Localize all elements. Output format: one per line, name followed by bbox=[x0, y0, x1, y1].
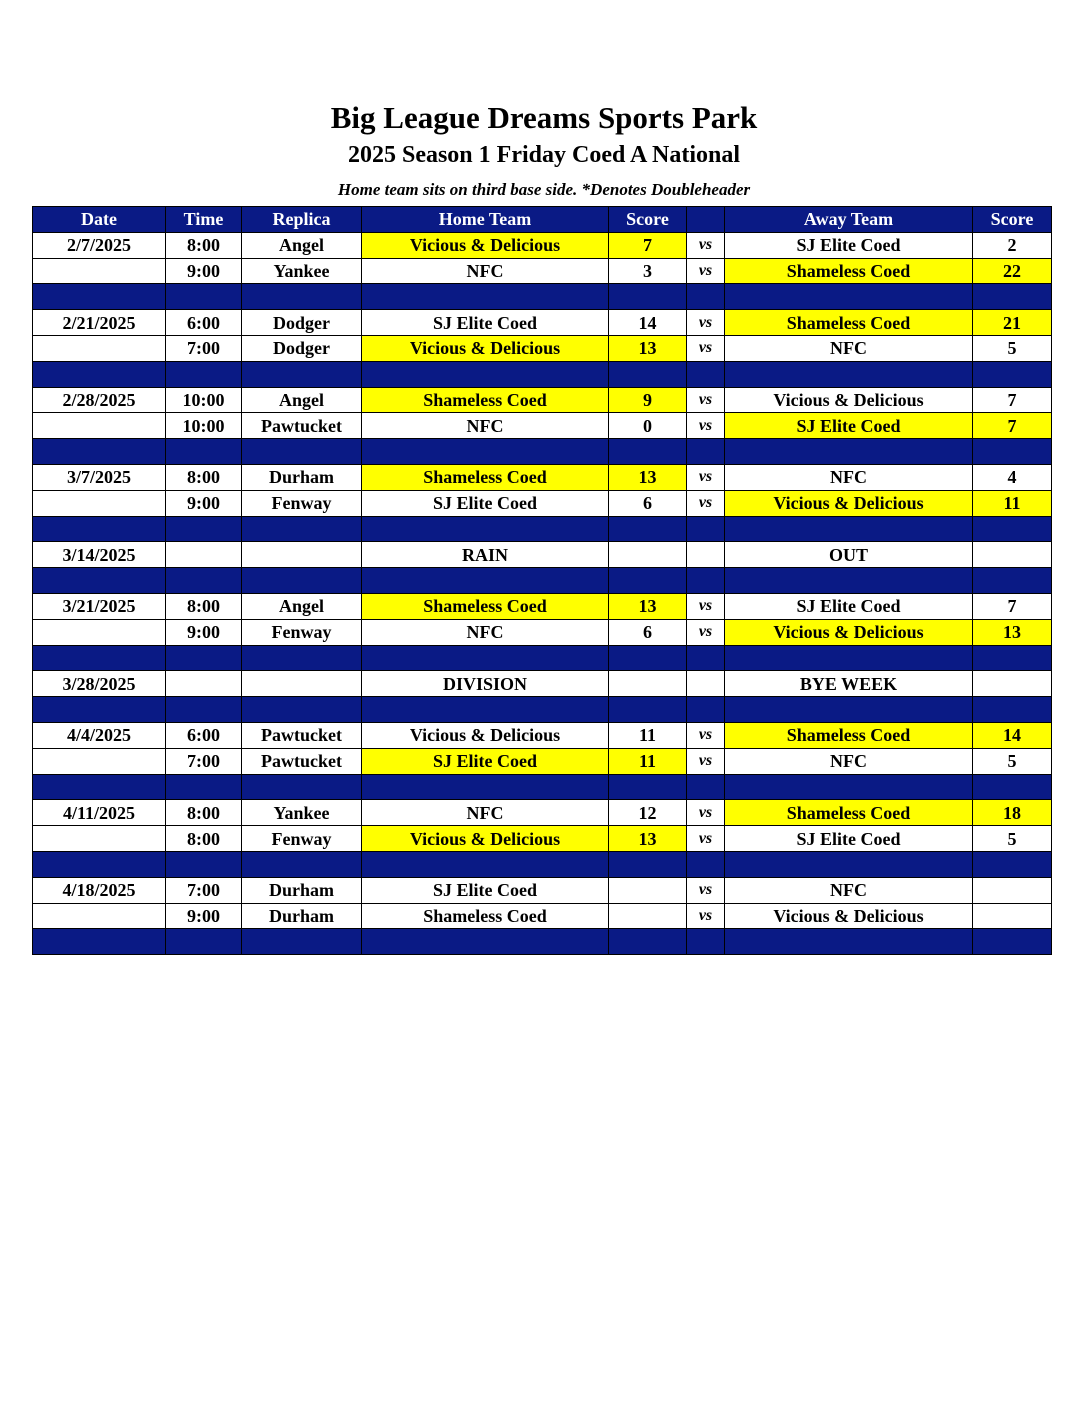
away-score: 4 bbox=[973, 464, 1052, 490]
vs-label bbox=[687, 542, 725, 568]
separator-cell bbox=[33, 774, 166, 800]
table-row bbox=[33, 722, 1052, 748]
field-replica: Dodger bbox=[242, 335, 362, 361]
separator-cell bbox=[609, 697, 687, 723]
home-score: 12 bbox=[609, 800, 687, 826]
away-score: 18 bbox=[973, 800, 1052, 826]
away-score: 7 bbox=[973, 413, 1052, 439]
column-header-home-score: Score bbox=[609, 207, 687, 233]
field-replica: Fenway bbox=[242, 490, 362, 516]
separator-cell bbox=[687, 851, 725, 877]
away-team: SJ Elite Coed bbox=[725, 232, 973, 258]
separator-cell bbox=[609, 439, 687, 465]
separator-cell bbox=[166, 929, 242, 955]
table-row bbox=[33, 800, 1052, 826]
separator-cell bbox=[973, 774, 1052, 800]
table-row bbox=[33, 310, 1052, 336]
game-date bbox=[33, 826, 166, 852]
separator-cell bbox=[973, 568, 1052, 594]
vs-label: vs bbox=[687, 413, 725, 439]
away-team: Shameless Coed bbox=[725, 258, 973, 284]
away-score: 5 bbox=[973, 748, 1052, 774]
separator-cell bbox=[33, 361, 166, 387]
separator-cell bbox=[609, 284, 687, 310]
game-date bbox=[33, 335, 166, 361]
field-replica: Pawtucket bbox=[242, 748, 362, 774]
vs-label: vs bbox=[687, 387, 725, 413]
field-replica: Angel bbox=[242, 387, 362, 413]
game-time: 7:00 bbox=[166, 748, 242, 774]
game-time: 7:00 bbox=[166, 877, 242, 903]
separator-cell bbox=[725, 929, 973, 955]
away-score bbox=[973, 877, 1052, 903]
field-replica: Yankee bbox=[242, 800, 362, 826]
game-time: 9:00 bbox=[166, 903, 242, 929]
separator-cell bbox=[362, 516, 609, 542]
away-team: NFC bbox=[725, 877, 973, 903]
home-score bbox=[609, 671, 687, 697]
home-score: 13 bbox=[609, 335, 687, 361]
game-date bbox=[33, 748, 166, 774]
home-team: Vicious & Delicious bbox=[362, 826, 609, 852]
separator-cell bbox=[166, 439, 242, 465]
home-team: Vicious & Delicious bbox=[362, 335, 609, 361]
separator-cell bbox=[362, 697, 609, 723]
away-score: 13 bbox=[973, 619, 1052, 645]
away-team: Shameless Coed bbox=[725, 310, 973, 336]
home-score: 3 bbox=[609, 258, 687, 284]
separator-row bbox=[33, 568, 1052, 594]
game-date bbox=[33, 258, 166, 284]
separator-cell bbox=[362, 645, 609, 671]
separator-cell bbox=[242, 851, 362, 877]
game-date: 4/11/2025 bbox=[33, 800, 166, 826]
separator-cell bbox=[242, 516, 362, 542]
game-date bbox=[33, 903, 166, 929]
home-score: 9 bbox=[609, 387, 687, 413]
table-row bbox=[33, 826, 1052, 852]
separator-cell bbox=[33, 439, 166, 465]
away-team: Vicious & Delicious bbox=[725, 387, 973, 413]
separator-cell bbox=[973, 284, 1052, 310]
separator-cell bbox=[242, 284, 362, 310]
home-score: 6 bbox=[609, 490, 687, 516]
away-team: Vicious & Delicious bbox=[725, 903, 973, 929]
separator-row bbox=[33, 851, 1052, 877]
table-row bbox=[33, 748, 1052, 774]
home-score: 13 bbox=[609, 593, 687, 619]
separator-cell bbox=[242, 439, 362, 465]
table-row bbox=[33, 258, 1052, 284]
field-replica: Pawtucket bbox=[242, 413, 362, 439]
vs-label: vs bbox=[687, 464, 725, 490]
separator-cell bbox=[33, 645, 166, 671]
column-header-date: Date bbox=[33, 207, 166, 233]
home-team: Vicious & Delicious bbox=[362, 232, 609, 258]
away-score: 11 bbox=[973, 490, 1052, 516]
vs-label: vs bbox=[687, 826, 725, 852]
separator-cell bbox=[725, 568, 973, 594]
game-time bbox=[166, 542, 242, 568]
separator-cell bbox=[973, 439, 1052, 465]
game-time bbox=[166, 671, 242, 697]
game-time: 6:00 bbox=[166, 310, 242, 336]
home-team: RAIN bbox=[362, 542, 609, 568]
vs-label: vs bbox=[687, 748, 725, 774]
column-header-home-team: Home Team bbox=[362, 207, 609, 233]
separator-cell bbox=[725, 645, 973, 671]
home-score: 6 bbox=[609, 619, 687, 645]
separator-row bbox=[33, 361, 1052, 387]
vs-label: vs bbox=[687, 335, 725, 361]
away-team: OUT bbox=[725, 542, 973, 568]
table-row bbox=[33, 877, 1052, 903]
separator-cell bbox=[166, 284, 242, 310]
separator-cell bbox=[166, 516, 242, 542]
game-date bbox=[33, 619, 166, 645]
home-team: Vicious & Delicious bbox=[362, 722, 609, 748]
separator-cell bbox=[725, 697, 973, 723]
separator-cell bbox=[33, 516, 166, 542]
away-score: 5 bbox=[973, 335, 1052, 361]
separator-cell bbox=[973, 361, 1052, 387]
field-replica: Fenway bbox=[242, 619, 362, 645]
home-team: SJ Elite Coed bbox=[362, 310, 609, 336]
schedule-note: Home team sits on third base side. *Denotes Doubleheader bbox=[337, 180, 751, 199]
game-date: 3/21/2025 bbox=[33, 593, 166, 619]
column-header-replica: Replica bbox=[242, 207, 362, 233]
table-row bbox=[33, 413, 1052, 439]
separator-cell bbox=[362, 929, 609, 955]
field-replica: Angel bbox=[242, 593, 362, 619]
separator-row bbox=[33, 774, 1052, 800]
game-date: 3/28/2025 bbox=[33, 671, 166, 697]
game-date: 4/4/2025 bbox=[33, 722, 166, 748]
away-score: 22 bbox=[973, 258, 1052, 284]
table-row bbox=[33, 464, 1052, 490]
game-time: 8:00 bbox=[166, 464, 242, 490]
separator-row bbox=[33, 516, 1052, 542]
field-replica bbox=[242, 671, 362, 697]
separator-cell bbox=[609, 851, 687, 877]
separator-cell bbox=[166, 774, 242, 800]
vs-label: vs bbox=[687, 310, 725, 336]
game-date: 3/7/2025 bbox=[33, 464, 166, 490]
away-score: 14 bbox=[973, 722, 1052, 748]
table-row bbox=[33, 335, 1052, 361]
page-title: Big League Dreams Sports Park bbox=[330, 100, 758, 135]
separator-cell bbox=[362, 361, 609, 387]
page-subtitle: 2025 Season 1 Friday Coed A National bbox=[347, 142, 741, 168]
separator-cell bbox=[725, 439, 973, 465]
vs-label bbox=[687, 671, 725, 697]
field-replica: Durham bbox=[242, 903, 362, 929]
separator-cell bbox=[609, 568, 687, 594]
separator-cell bbox=[33, 929, 166, 955]
game-date: 3/14/2025 bbox=[33, 542, 166, 568]
column-header-away-team: Away Team bbox=[725, 207, 973, 233]
separator-cell bbox=[242, 361, 362, 387]
away-score: 7 bbox=[973, 593, 1052, 619]
game-time: 8:00 bbox=[166, 232, 242, 258]
table-row bbox=[33, 490, 1052, 516]
table-row bbox=[33, 671, 1052, 697]
separator-cell bbox=[973, 516, 1052, 542]
game-time: 6:00 bbox=[166, 722, 242, 748]
separator-cell bbox=[687, 439, 725, 465]
separator-row bbox=[33, 439, 1052, 465]
field-replica: Pawtucket bbox=[242, 722, 362, 748]
separator-cell bbox=[166, 568, 242, 594]
separator-cell bbox=[609, 361, 687, 387]
separator-cell bbox=[973, 851, 1052, 877]
game-time: 8:00 bbox=[166, 593, 242, 619]
separator-cell bbox=[362, 284, 609, 310]
separator-cell bbox=[242, 697, 362, 723]
home-score: 0 bbox=[609, 413, 687, 439]
game-date: 2/28/2025 bbox=[33, 387, 166, 413]
home-score: 11 bbox=[609, 748, 687, 774]
away-team: NFC bbox=[725, 464, 973, 490]
home-team: Shameless Coed bbox=[362, 464, 609, 490]
separator-cell bbox=[725, 361, 973, 387]
vs-label: vs bbox=[687, 619, 725, 645]
field-replica: Fenway bbox=[242, 826, 362, 852]
separator-cell bbox=[687, 568, 725, 594]
away-score: 5 bbox=[973, 826, 1052, 852]
vs-label: vs bbox=[687, 490, 725, 516]
game-date: 2/7/2025 bbox=[33, 232, 166, 258]
game-date bbox=[33, 490, 166, 516]
home-score bbox=[609, 903, 687, 929]
separator-cell bbox=[33, 284, 166, 310]
separator-cell bbox=[609, 645, 687, 671]
away-team: SJ Elite Coed bbox=[725, 593, 973, 619]
table-row bbox=[33, 903, 1052, 929]
game-date: 2/21/2025 bbox=[33, 310, 166, 336]
schedule-table bbox=[32, 206, 1052, 955]
separator-cell bbox=[973, 697, 1052, 723]
separator-row bbox=[33, 697, 1052, 723]
away-score bbox=[973, 542, 1052, 568]
separator-cell bbox=[242, 645, 362, 671]
column-header-vs bbox=[687, 207, 725, 233]
separator-cell bbox=[242, 929, 362, 955]
separator-cell bbox=[725, 284, 973, 310]
away-team: Shameless Coed bbox=[725, 800, 973, 826]
home-team: NFC bbox=[362, 800, 609, 826]
home-team: Shameless Coed bbox=[362, 387, 609, 413]
away-team: BYE WEEK bbox=[725, 671, 973, 697]
home-score: 7 bbox=[609, 232, 687, 258]
game-time: 9:00 bbox=[166, 258, 242, 284]
field-replica: Durham bbox=[242, 877, 362, 903]
separator-cell bbox=[609, 929, 687, 955]
separator-cell bbox=[687, 516, 725, 542]
home-score: 14 bbox=[609, 310, 687, 336]
field-replica bbox=[242, 542, 362, 568]
home-team: DIVISION bbox=[362, 671, 609, 697]
game-time: 9:00 bbox=[166, 619, 242, 645]
away-team: Shameless Coed bbox=[725, 722, 973, 748]
separator-cell bbox=[725, 851, 973, 877]
home-score bbox=[609, 877, 687, 903]
home-team: NFC bbox=[362, 619, 609, 645]
home-team: NFC bbox=[362, 413, 609, 439]
field-replica: Durham bbox=[242, 464, 362, 490]
separator-cell bbox=[609, 516, 687, 542]
away-team: NFC bbox=[725, 748, 973, 774]
home-team: Shameless Coed bbox=[362, 593, 609, 619]
away-team: SJ Elite Coed bbox=[725, 413, 973, 439]
home-team: SJ Elite Coed bbox=[362, 490, 609, 516]
away-team: Vicious & Delicious bbox=[725, 619, 973, 645]
away-score: 2 bbox=[973, 232, 1052, 258]
separator-cell bbox=[362, 568, 609, 594]
table-row bbox=[33, 232, 1052, 258]
home-team: SJ Elite Coed bbox=[362, 748, 609, 774]
field-replica: Angel bbox=[242, 232, 362, 258]
separator-cell bbox=[166, 361, 242, 387]
game-time: 9:00 bbox=[166, 490, 242, 516]
away-team: NFC bbox=[725, 335, 973, 361]
away-team: Vicious & Delicious bbox=[725, 490, 973, 516]
vs-label: vs bbox=[687, 722, 725, 748]
separator-cell bbox=[166, 697, 242, 723]
separator-cell bbox=[687, 697, 725, 723]
column-header-away-score: Score bbox=[973, 207, 1052, 233]
schedule-body bbox=[33, 232, 1052, 954]
game-time: 8:00 bbox=[166, 826, 242, 852]
vs-label: vs bbox=[687, 877, 725, 903]
separator-cell bbox=[609, 774, 687, 800]
separator-cell bbox=[725, 516, 973, 542]
separator-cell bbox=[166, 851, 242, 877]
field-replica: Yankee bbox=[242, 258, 362, 284]
game-date: 4/18/2025 bbox=[33, 877, 166, 903]
separator-cell bbox=[687, 774, 725, 800]
vs-label: vs bbox=[687, 800, 725, 826]
table-row bbox=[33, 387, 1052, 413]
separator-row bbox=[33, 645, 1052, 671]
table-row bbox=[33, 619, 1052, 645]
home-score: 11 bbox=[609, 722, 687, 748]
away-score: 21 bbox=[973, 310, 1052, 336]
vs-label: vs bbox=[687, 258, 725, 284]
home-team: NFC bbox=[362, 258, 609, 284]
home-team: Shameless Coed bbox=[362, 903, 609, 929]
home-score: 13 bbox=[609, 826, 687, 852]
away-score bbox=[973, 671, 1052, 697]
separator-cell bbox=[33, 697, 166, 723]
separator-cell bbox=[973, 645, 1052, 671]
separator-cell bbox=[362, 851, 609, 877]
vs-label: vs bbox=[687, 903, 725, 929]
separator-cell bbox=[725, 774, 973, 800]
game-time: 7:00 bbox=[166, 335, 242, 361]
game-time: 10:00 bbox=[166, 413, 242, 439]
separator-cell bbox=[973, 929, 1052, 955]
away-score: 7 bbox=[973, 387, 1052, 413]
separator-cell bbox=[242, 568, 362, 594]
column-header-time: Time bbox=[166, 207, 242, 233]
separator-cell bbox=[33, 851, 166, 877]
home-score: 13 bbox=[609, 464, 687, 490]
separator-cell bbox=[687, 929, 725, 955]
field-replica: Dodger bbox=[242, 310, 362, 336]
separator-cell bbox=[362, 439, 609, 465]
separator-cell bbox=[242, 774, 362, 800]
home-score bbox=[609, 542, 687, 568]
separator-row bbox=[33, 929, 1052, 955]
separator-cell bbox=[687, 284, 725, 310]
game-time: 10:00 bbox=[166, 387, 242, 413]
separator-cell bbox=[33, 568, 166, 594]
away-score bbox=[973, 903, 1052, 929]
away-team: SJ Elite Coed bbox=[725, 826, 973, 852]
vs-label: vs bbox=[687, 593, 725, 619]
game-date bbox=[33, 413, 166, 439]
separator-cell bbox=[362, 774, 609, 800]
game-time: 8:00 bbox=[166, 800, 242, 826]
separator-cell bbox=[687, 645, 725, 671]
table-header-row bbox=[33, 207, 1052, 233]
vs-label: vs bbox=[687, 232, 725, 258]
table-row bbox=[33, 542, 1052, 568]
home-team: SJ Elite Coed bbox=[362, 877, 609, 903]
table-row bbox=[33, 593, 1052, 619]
separator-row bbox=[33, 284, 1052, 310]
separator-cell bbox=[687, 361, 725, 387]
separator-cell bbox=[166, 645, 242, 671]
